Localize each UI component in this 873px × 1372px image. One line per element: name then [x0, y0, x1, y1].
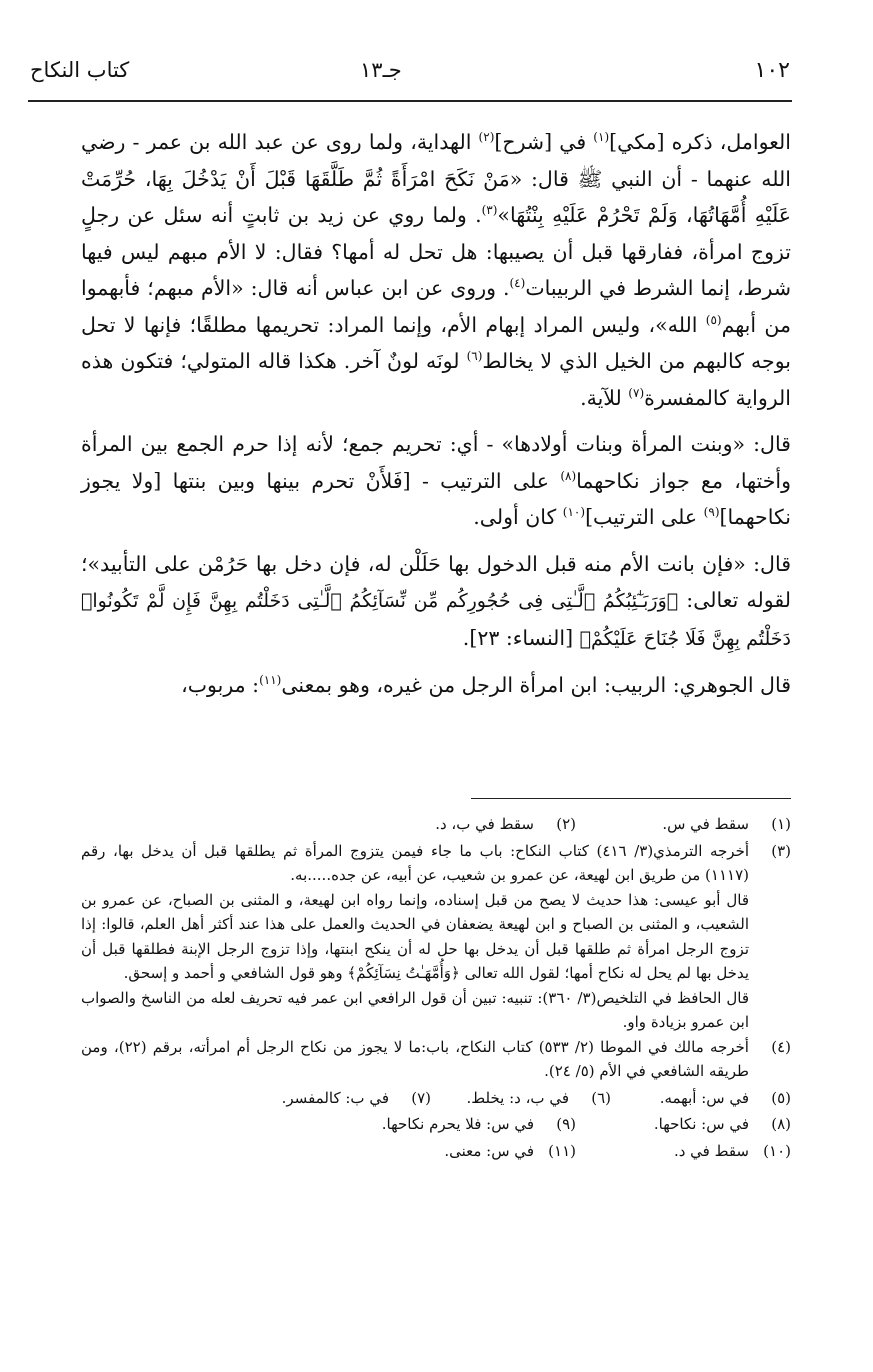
footnote-ref: (١)	[593, 130, 610, 145]
footnotes	[81, 810, 791, 1165]
footnote-ref: (٩)	[703, 505, 720, 520]
footnote-ref: (٤)	[509, 276, 526, 291]
footnote-ref: (٧)	[628, 385, 645, 400]
footnote-row	[81, 1139, 791, 1164]
footnote-row	[81, 1112, 791, 1137]
footnote-row	[81, 812, 791, 837]
footnote-ref: (١٠)	[562, 505, 586, 520]
footnote-ref: (٨)	[560, 468, 577, 483]
footnote-separator	[471, 798, 791, 799]
footnote-7: (٧) في ب: كالمفسر.	[281, 1088, 431, 1107]
footnote-6: (٦) في ب، د: يخلط.	[466, 1088, 611, 1107]
volume-label: جـ١٣	[360, 58, 402, 82]
footnote-3: (٣) أخرجه الترمذي(٣/ ٤١٦) كتاب النكاح: باب ما جاء فيمن يتزوج المرأة ثم يطلقها قبل أن يدخل بها، رقم (١١١٧) من طريق ابن لهيعة، عن عمرو بن شعيب، عن أبيه، عن جده.....به. قال أبو عيسى: هذا حديث لا يصح من قبل إسناده، وإنما رواه ابن لهيعة، و المثنى بن الصباح، عن عمرو بن الشعيب، و المثنى بن الصباح و ابن لهيعة يضعفان في الحديث والعمل على هذا عند أكثر أهل العلم، قالوا: إذا تزوج الرجل امرأة ثم طلقها قبل أن يدخل بها حل له أن ينكح ابنتها، وإذا تزوج الرجل الإبنة فطلقها قبل أن يدخل بها لم يحل له نكاح أمها؛ لقول الله تعالى ﴿وَأُمَّهَـٰتُ نِسَآئِكُمْ﴾ وهو قول الشافعي و أحمد و إسحق. قال الحافظ في التلخيص(٣/ ٣٦٠): تنبيه: تبين أن قول الرافعي ابن عمر فيه تحريف لعله من الناسخ والصواب ابن عمرو بزيادة واو.	[81, 841, 791, 1031]
page-header	[30, 58, 790, 98]
main-text	[81, 124, 791, 714]
header-rule	[28, 100, 792, 102]
footnote-5: (٥) في س: أبهمه.	[659, 1088, 791, 1107]
footnote-1: (١) سقط في س.	[662, 815, 791, 833]
footnote-ref: (٦)	[466, 349, 483, 364]
paragraph-2: قال: «وبنت المرأة وبنات أولادها» - أي: تحريم جمع؛ لأنه إذا حرم الجمع بين المرأة وأختها، مع جواز نكاحهما$^{(٨)}$ على الترتيب - [فَلأَنْ تحرم بينها وبين بنتها [ولا يجوز نكاحهما]$^{(٩)}$ على الترتيب]$^{(١٠)}$ كان أولى.	[81, 432, 791, 529]
footnote-row	[81, 1086, 791, 1111]
footnote-2: (٢) سقط في ب، د.	[435, 815, 576, 833]
paragraph-3: قال: «فإن بانت الأم منه قبل الدخول بها حَلَلْن له، فإن دخل بها حَرُمْن على التأبيد»؛ لقوله تعالى: ﴿وَرَبَـٰٓئِبُكُمُ ٱلَّـٰتِى فِى حُجُورِكُم مِّن نِّسَآئِكُمُ ٱلَّـٰتِى دَخَلْتُم بِهِنَّ فَإِن لَّمْ تَكُونُوا۟ دَخَلْتُم بِهِنَّ فَلَا جُنَاحَ عَلَيْكُمْ﴾ [النساء: ٢٣].	[81, 551, 791, 650]
footnote-ref: (٢)	[478, 130, 495, 145]
paragraph-1: العوامل، ذكره [مكي]$^{(١)}$ في [شرح]$^{(٢)}$ الهداية، ولما روى عن عبد الله بن عمر - رضي الله عنهما - أن النبي ﷺ قال: «مَنْ نَكَحَ امْرَأَةً ثُمَّ طَلَّقَهَا قَبْلَ أَنْ يَدْخُلَ بِهَا، حُرِّمَتْ عَلَيْهِ أُمَّهَاتُهَا، وَلَمْ تَحْرُمْ عَلَيْهِ بِنْتُهَا»$^{(٣)}$. ولما روي عن زيد بن ثابتٍ أنه سئل عن رجلٍ تزوج امرأة، ففارقها قبل أن يصيبها: هل تحل له أمها؟ فقال: لا الأم مبهم ليس فيها شرط، إنما الشرط في الربيبات$^{(٤)}$. وروى عن ابن عباس أنه قال: «الأم مبهم؛ فأبهموا من أبهم$^{(٥)}$ الله»، وليس المراد إبهام الأم، وإنما المراد: تحريمها مطلقًا؛ فإنها لا تحل بوجه كالبهم من الخيل الذي لا يخالط$^{(٦)}$ لونَه لونٌ آخر. هكذا قاله المتولي؛ فتكون هذه الرواية كالمفسرة$^{(٧)}$ للآية.	[81, 130, 792, 410]
footnote-8: (٨) في س: نكاحها.	[653, 1115, 791, 1133]
footnote-10: (١٠) سقط في د.	[673, 1141, 791, 1160]
quran-verse: ﴿وَرَبَـٰٓئِبُكُمُ ٱلَّـٰتِى فِى حُجُورِكُم مِّن نِّسَآئِكُمُ ٱلَّـٰتِى دَخَلْتُم بِهِنَّ فَإِن لَّمْ تَكُونُوا۟ دَخَلْتُم بِهِنَّ فَلَا جُنَاحَ عَلَيْكُمْ﴾	[81, 590, 791, 650]
book-title: كتاب النكاح	[30, 58, 130, 82]
paragraph-4: قال الجوهري: الربيب: ابن امرأة الرجل من غيره، وهو بمعنى$^{(١١)}$: مربوب،	[181, 673, 791, 697]
footnote-ref: (١١)	[259, 673, 282, 688]
footnote-11: (١١) في س: معنى.	[444, 1141, 576, 1160]
footnote-9: (٩) في س: فلا يحرم نكاحها.	[381, 1115, 576, 1133]
footnote-4: (٤) أخرجه مالك في الموطا (٢/ ٥٣٣) كتاب النكاح، باب:ما لا يجوز من نكاح الرجل أم امرأته، برقم (٢٢)، ومن طريقه الشافعي في الأم (٥/ ٢٤).	[81, 1037, 791, 1080]
page-number: ١٠٢	[754, 58, 790, 83]
footnote-ref: (٥)	[705, 312, 722, 327]
footnote-ref: (٣)	[481, 203, 498, 218]
